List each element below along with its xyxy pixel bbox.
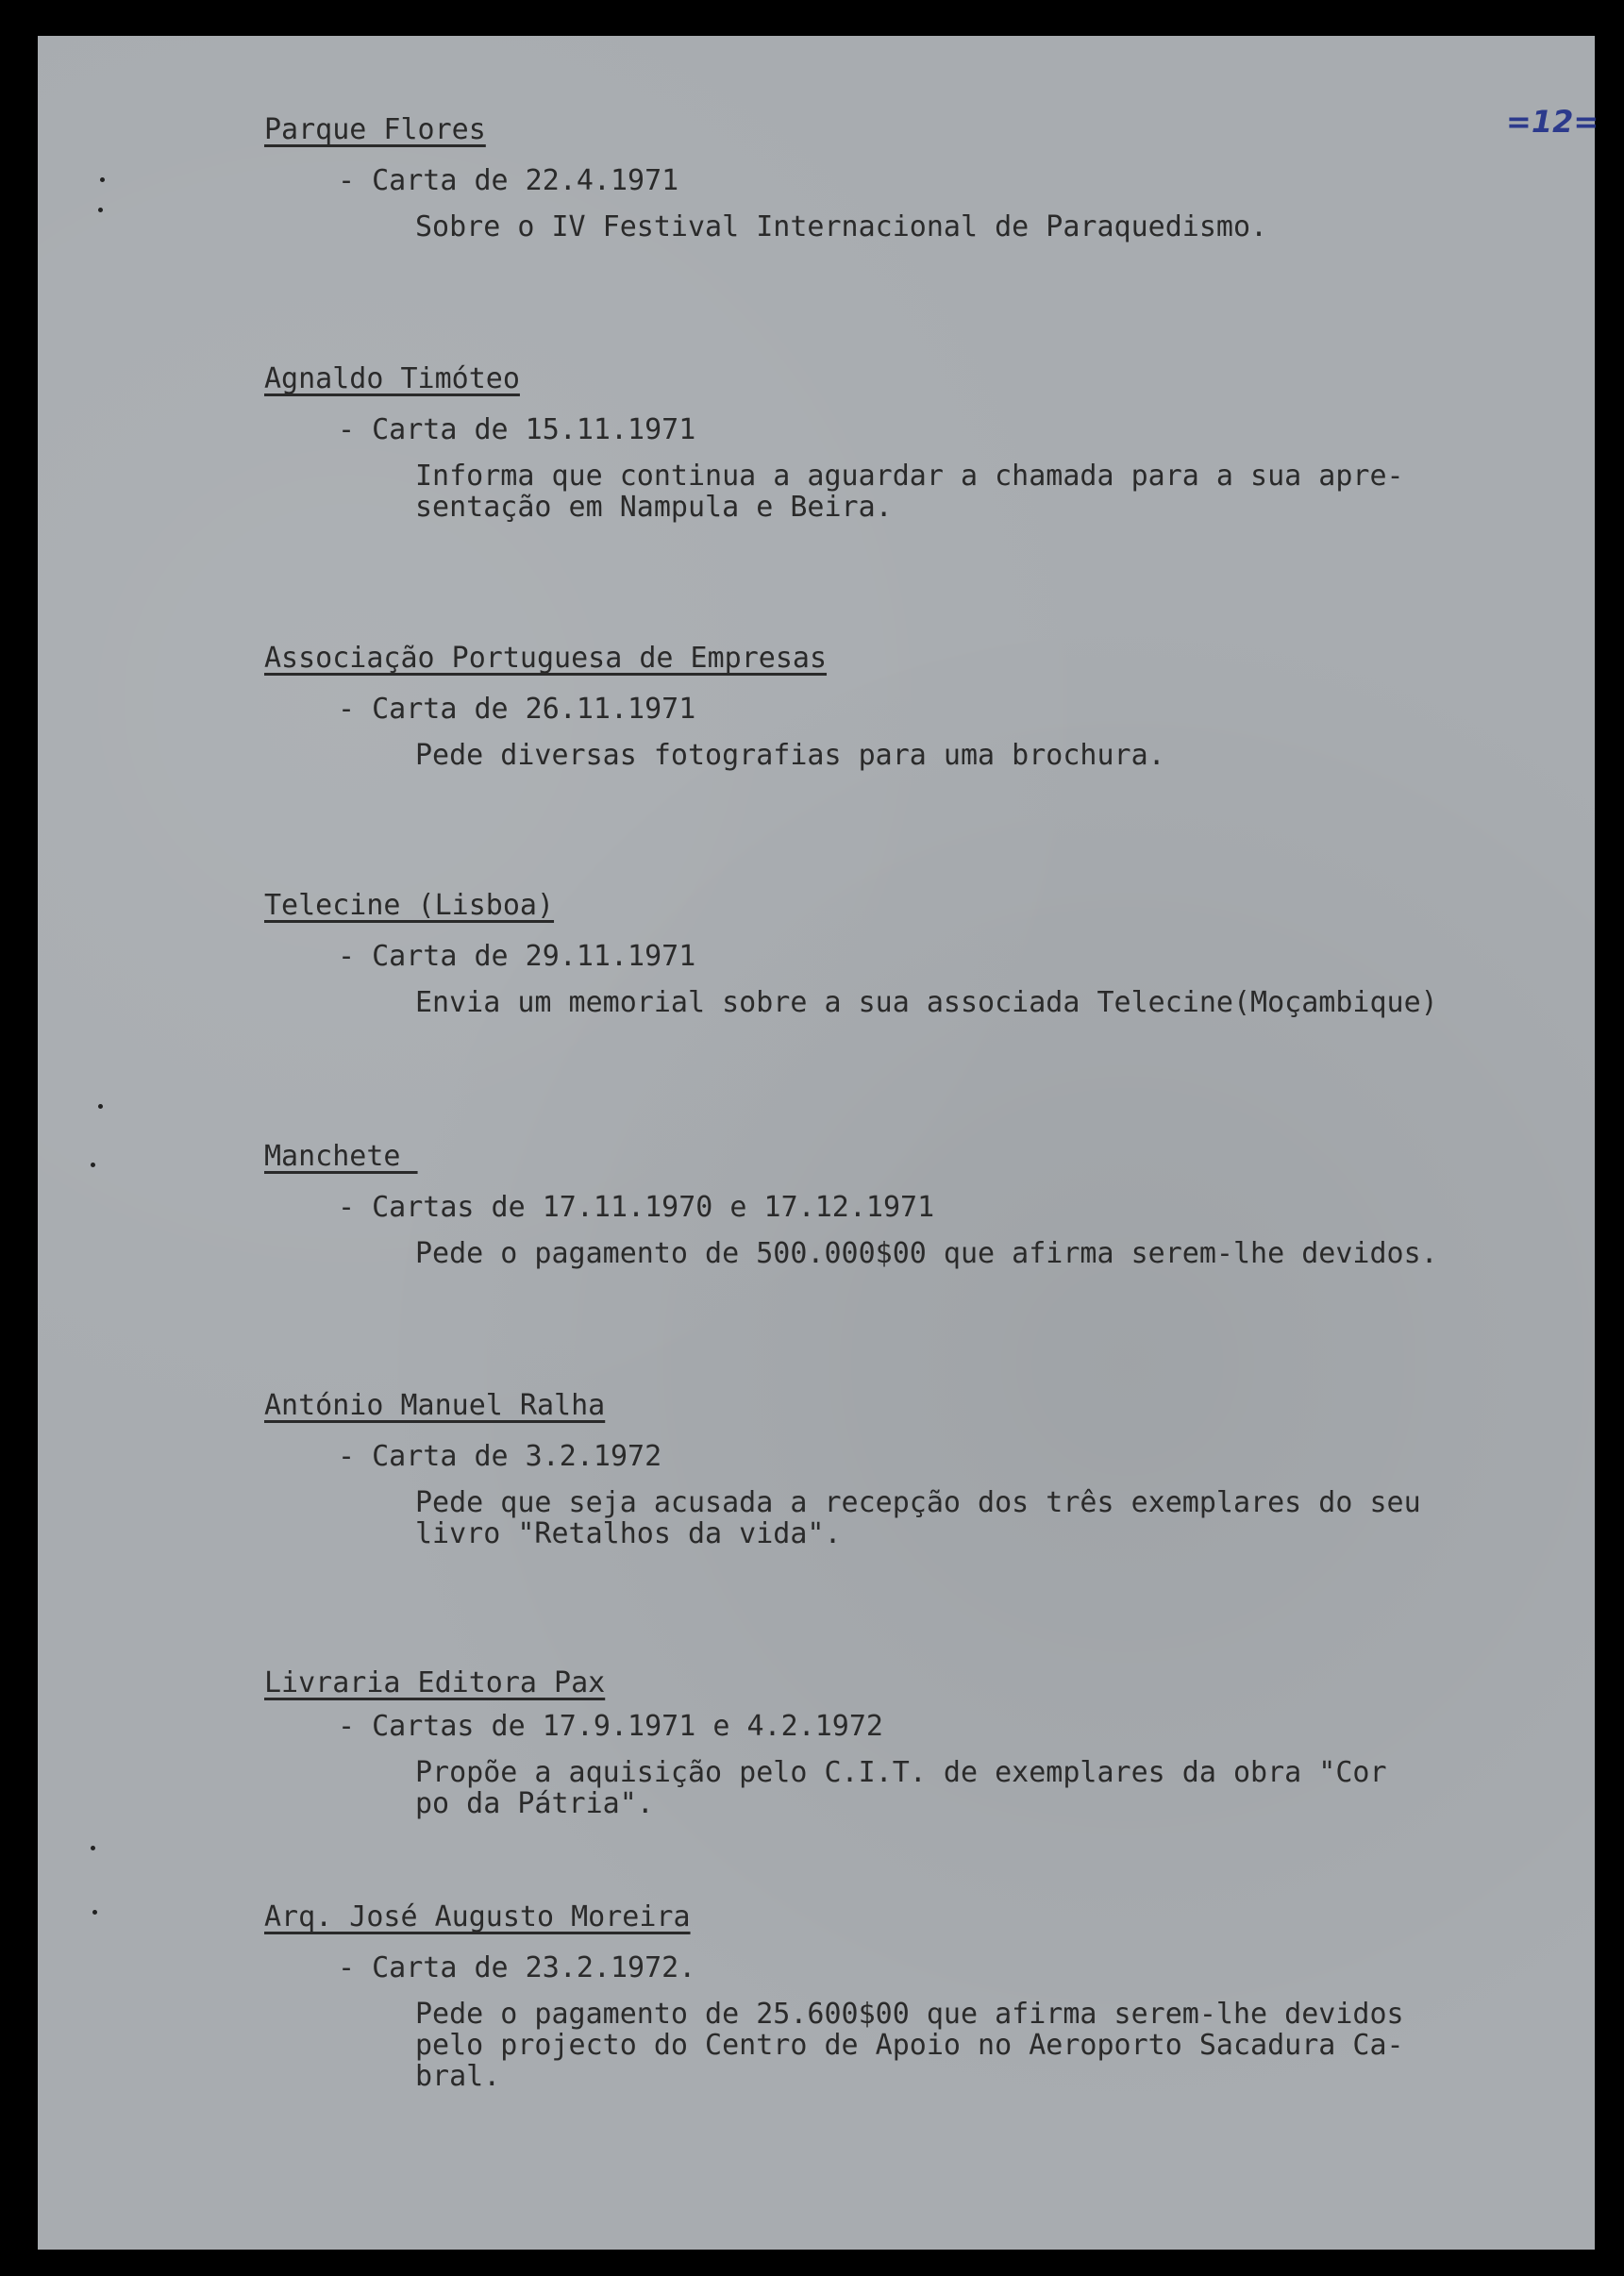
entry-description: Envia um memorial sobre a sua associada Telecine(Moçambique) (415, 986, 1438, 1019)
entry-heading: Manchete (264, 1140, 418, 1173)
entry-heading: Telecine (Lisboa) (264, 889, 555, 922)
entry-letter-reference: - Carta de 29.11.1971 (338, 940, 696, 973)
entry-letter-reference: - Carta de 23.2.1972. (338, 1951, 696, 1984)
margin-mark (92, 1910, 97, 1915)
entry-description: Pede o pagamento de 500.000$00 que afirma serem-lhe devidos. (415, 1237, 1438, 1270)
margin-mark (98, 208, 103, 212)
entry-heading: Livraria Editora Pax (264, 1666, 606, 1699)
entry-heading: Agnaldo Timóteo (264, 362, 520, 395)
entry-description: Pede diversas fotografias para uma brochura. (415, 739, 1165, 772)
entry-heading: António Manuel Ralha (264, 1389, 606, 1422)
margin-mark (100, 177, 105, 182)
entry-description: Pede que seja acusada a recepção dos três exemplares do seu livro "Retalhos da vida". (415, 1486, 1421, 1550)
entry-heading: Parque Flores (264, 113, 486, 146)
page-number: =12= (1506, 104, 1599, 140)
entry-letter-reference: - Cartas de 17.11.1970 e 17.12.1971 (338, 1191, 935, 1224)
margin-mark (91, 1163, 95, 1167)
document-page (38, 36, 1599, 2250)
margin-mark (98, 1104, 103, 1109)
entry-description: Sobre o IV Festival Internacional de Paraquedismo. (415, 210, 1268, 243)
entry-letter-reference: - Carta de 3.2.1972 (338, 1440, 662, 1473)
entry-letter-reference: - Carta de 22.4.1971 (338, 164, 679, 197)
entry-heading: Arq. José Augusto Moreira (264, 1900, 691, 1933)
entry-description: Propõe a aquisição pelo C.I.T. de exemplares da obra "Cor po da Pátria". (415, 1756, 1387, 1820)
entry-letter-reference: - Carta de 15.11.1971 (338, 413, 696, 446)
entry-description: Pede o pagamento de 25.600$00 que afirma serem-lhe devidos pelo projecto do Centro de Apoio no Aeroporto Sacadura Ca- bral. (415, 1998, 1404, 2093)
entry-letter-reference: - Cartas de 17.9.1971 e 4.2.1972 (338, 1710, 883, 1743)
entry-heading: Associação Portuguesa de Empresas (264, 642, 828, 675)
entry-description: Informa que continua a aguardar a chamada para a sua apre- sentação em Nampula e Beira. (415, 460, 1404, 524)
margin-mark (91, 1846, 95, 1850)
entry-letter-reference: - Carta de 26.11.1971 (338, 693, 696, 726)
